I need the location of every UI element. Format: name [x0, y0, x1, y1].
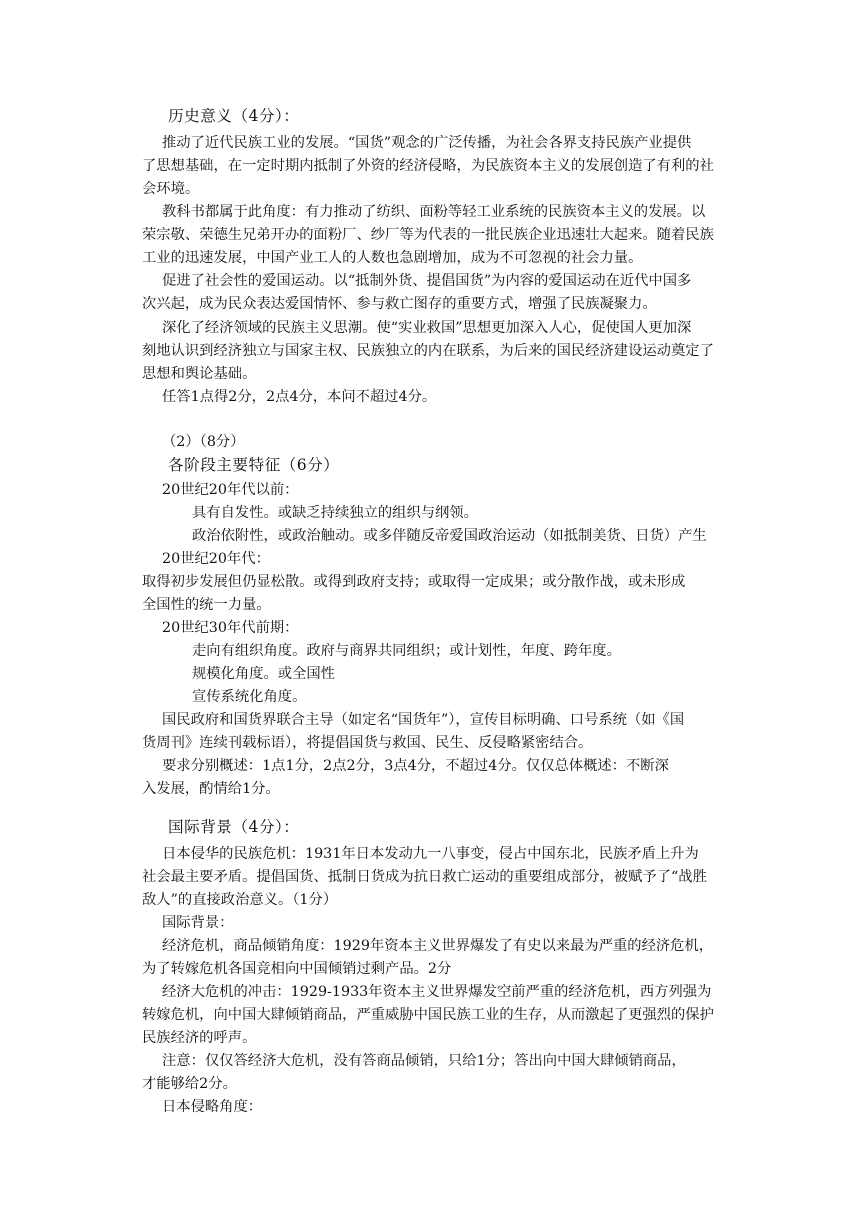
paragraph-line: 敌人”的直接政治意义。（1分） [142, 892, 338, 908]
paragraph-line: 推动了近代民族工业的发展。“国货”观念的广泛传播，为社会各界支持民族产业提供 [162, 135, 692, 151]
paragraph-line: 取得初步发展但仍显松散。或得到政府支持；或取得一定成果；或分散作战，或未形成 [142, 574, 686, 590]
scoring-note: 才能够给2分。 [142, 1076, 237, 1092]
paragraph-line: 了思想基础，在一定时期内抵制了外资的经济侵略，为民族资本主义的发展创造了有利的社 [142, 158, 714, 174]
paragraph-line: 走向有组织角度。政府与商界共同组织；或计划性，年度、跨年度。 [192, 643, 621, 659]
stage-label: 20世纪20年代： [162, 551, 270, 567]
paragraph-line: 经济大危机的冲击：1929-1933年资本主义世界爆发空前严重的经济危机，西方列强为 [162, 984, 712, 1000]
scoring-note: 要求分别概述：1点1分，2点2分，3点4分，不超过4分。仅仅总体概述：不断深 [162, 758, 669, 774]
paragraph-line: 民族经济的呼声。 [142, 1030, 257, 1046]
paragraph-line: 深化了经济领域的民族主义思潮。使“实业救国”思想更加深入人心，促使国人更加深 [162, 320, 692, 336]
question-number: （2）（8分） [162, 434, 245, 450]
paragraph-line: 荣宗敬、荣德生兄弟开办的面粉厂、纱厂等为代表的一批民族企业迅速壮大起来。随着民族 [142, 227, 714, 243]
paragraph-line: 国际背景： [162, 915, 234, 931]
paragraph-line: 社会最主要矛盾。提倡国货、抵制日货成为抗日救亡运动的重要组成部分，被赋予了“战胜 [142, 869, 707, 885]
scoring-note: 入发展，酌情给1分。 [142, 781, 280, 797]
stage-label: 20世纪20年代以前： [162, 482, 299, 498]
paragraph-line: 教科书都属于此角度：有力推动了纺织、面粉等轻工业系统的民族资本主义的发展。以 [162, 204, 706, 220]
scoring-note: 任答1点得2分，2点4分，本问不超过4分。 [162, 389, 437, 405]
paragraph-line: 国民政府和国货界联合主导（如定名“国货年”），宣传目标明确、口号系统（如《国 [162, 712, 685, 728]
section-heading-international-background: 国际背景（4分）： [168, 818, 300, 836]
paragraph-line: 为了转嫁危机各国竞相向中国倾销过剩产品。2分 [142, 961, 452, 977]
paragraph-line: 次兴起，成为民众表达爱国情怀、参与救亡图存的重要方式，增强了民族凝聚力。 [142, 296, 657, 312]
paragraph-line: 促进了社会性的爱国运动。以“抵制外货、提倡国货”为内容的爱国运动在近代中国多 [162, 273, 692, 289]
paragraph-line: 工业的迅速发展，中国产业工人的人数也急剧增加，成为不可忽视的社会力量。 [142, 250, 643, 266]
paragraph-line: 转嫁危机，向中国大肆倾销商品，严重威胁中国民族工业的生存，从而激起了更强烈的保护 [142, 1007, 714, 1023]
paragraph-line: 经济危机，商品倾销角度：1929年资本主义世界爆发了有史以来最为严重的经济危机， [162, 938, 714, 954]
paragraph-line: 思想和舆论基础。 [142, 366, 257, 382]
paragraph-line: 全国性的统一力量。 [142, 597, 271, 613]
scoring-note: 注意：仅仅答经济大危机，没有答商品倾销，只给1分；答出向中国大肆倾销商品， [162, 1053, 686, 1069]
paragraph-line: 日本侵略角度： [162, 1099, 263, 1115]
paragraph-line: 日本侵华的民族危机：1931年日本发动九一八事变，侵占中国东北，民族矛盾上升为 [162, 846, 699, 862]
paragraph-line: 政治依附性，或政治触动。或多伴随反帝爱国政治运动（如抵制美货、日货）产生 [192, 528, 707, 544]
paragraph-line: 刻地认识到经济独立与国家主权、民族独立的内在联系，为后来的国民经济建设运动奠定了 [142, 343, 714, 359]
paragraph-line: 会环境。 [142, 181, 200, 197]
paragraph-line: 宣传系统化角度。 [192, 689, 307, 705]
section-heading-historical-significance: 历史意义（4分）： [168, 107, 300, 125]
section-heading-stage-features: 各阶段主要特征（6分） [168, 456, 340, 474]
stage-label: 20世纪30年代前期： [162, 620, 299, 636]
paragraph-line: 规模化角度。或全国性 [192, 666, 335, 682]
paragraph-line: 货周刊》连续刊载标语），将提倡国货与救国、民生、反侵略紧密结合。 [142, 735, 593, 751]
paragraph-line: 具有自发性。或缺乏持续独立的组织与纲领。 [192, 505, 478, 521]
